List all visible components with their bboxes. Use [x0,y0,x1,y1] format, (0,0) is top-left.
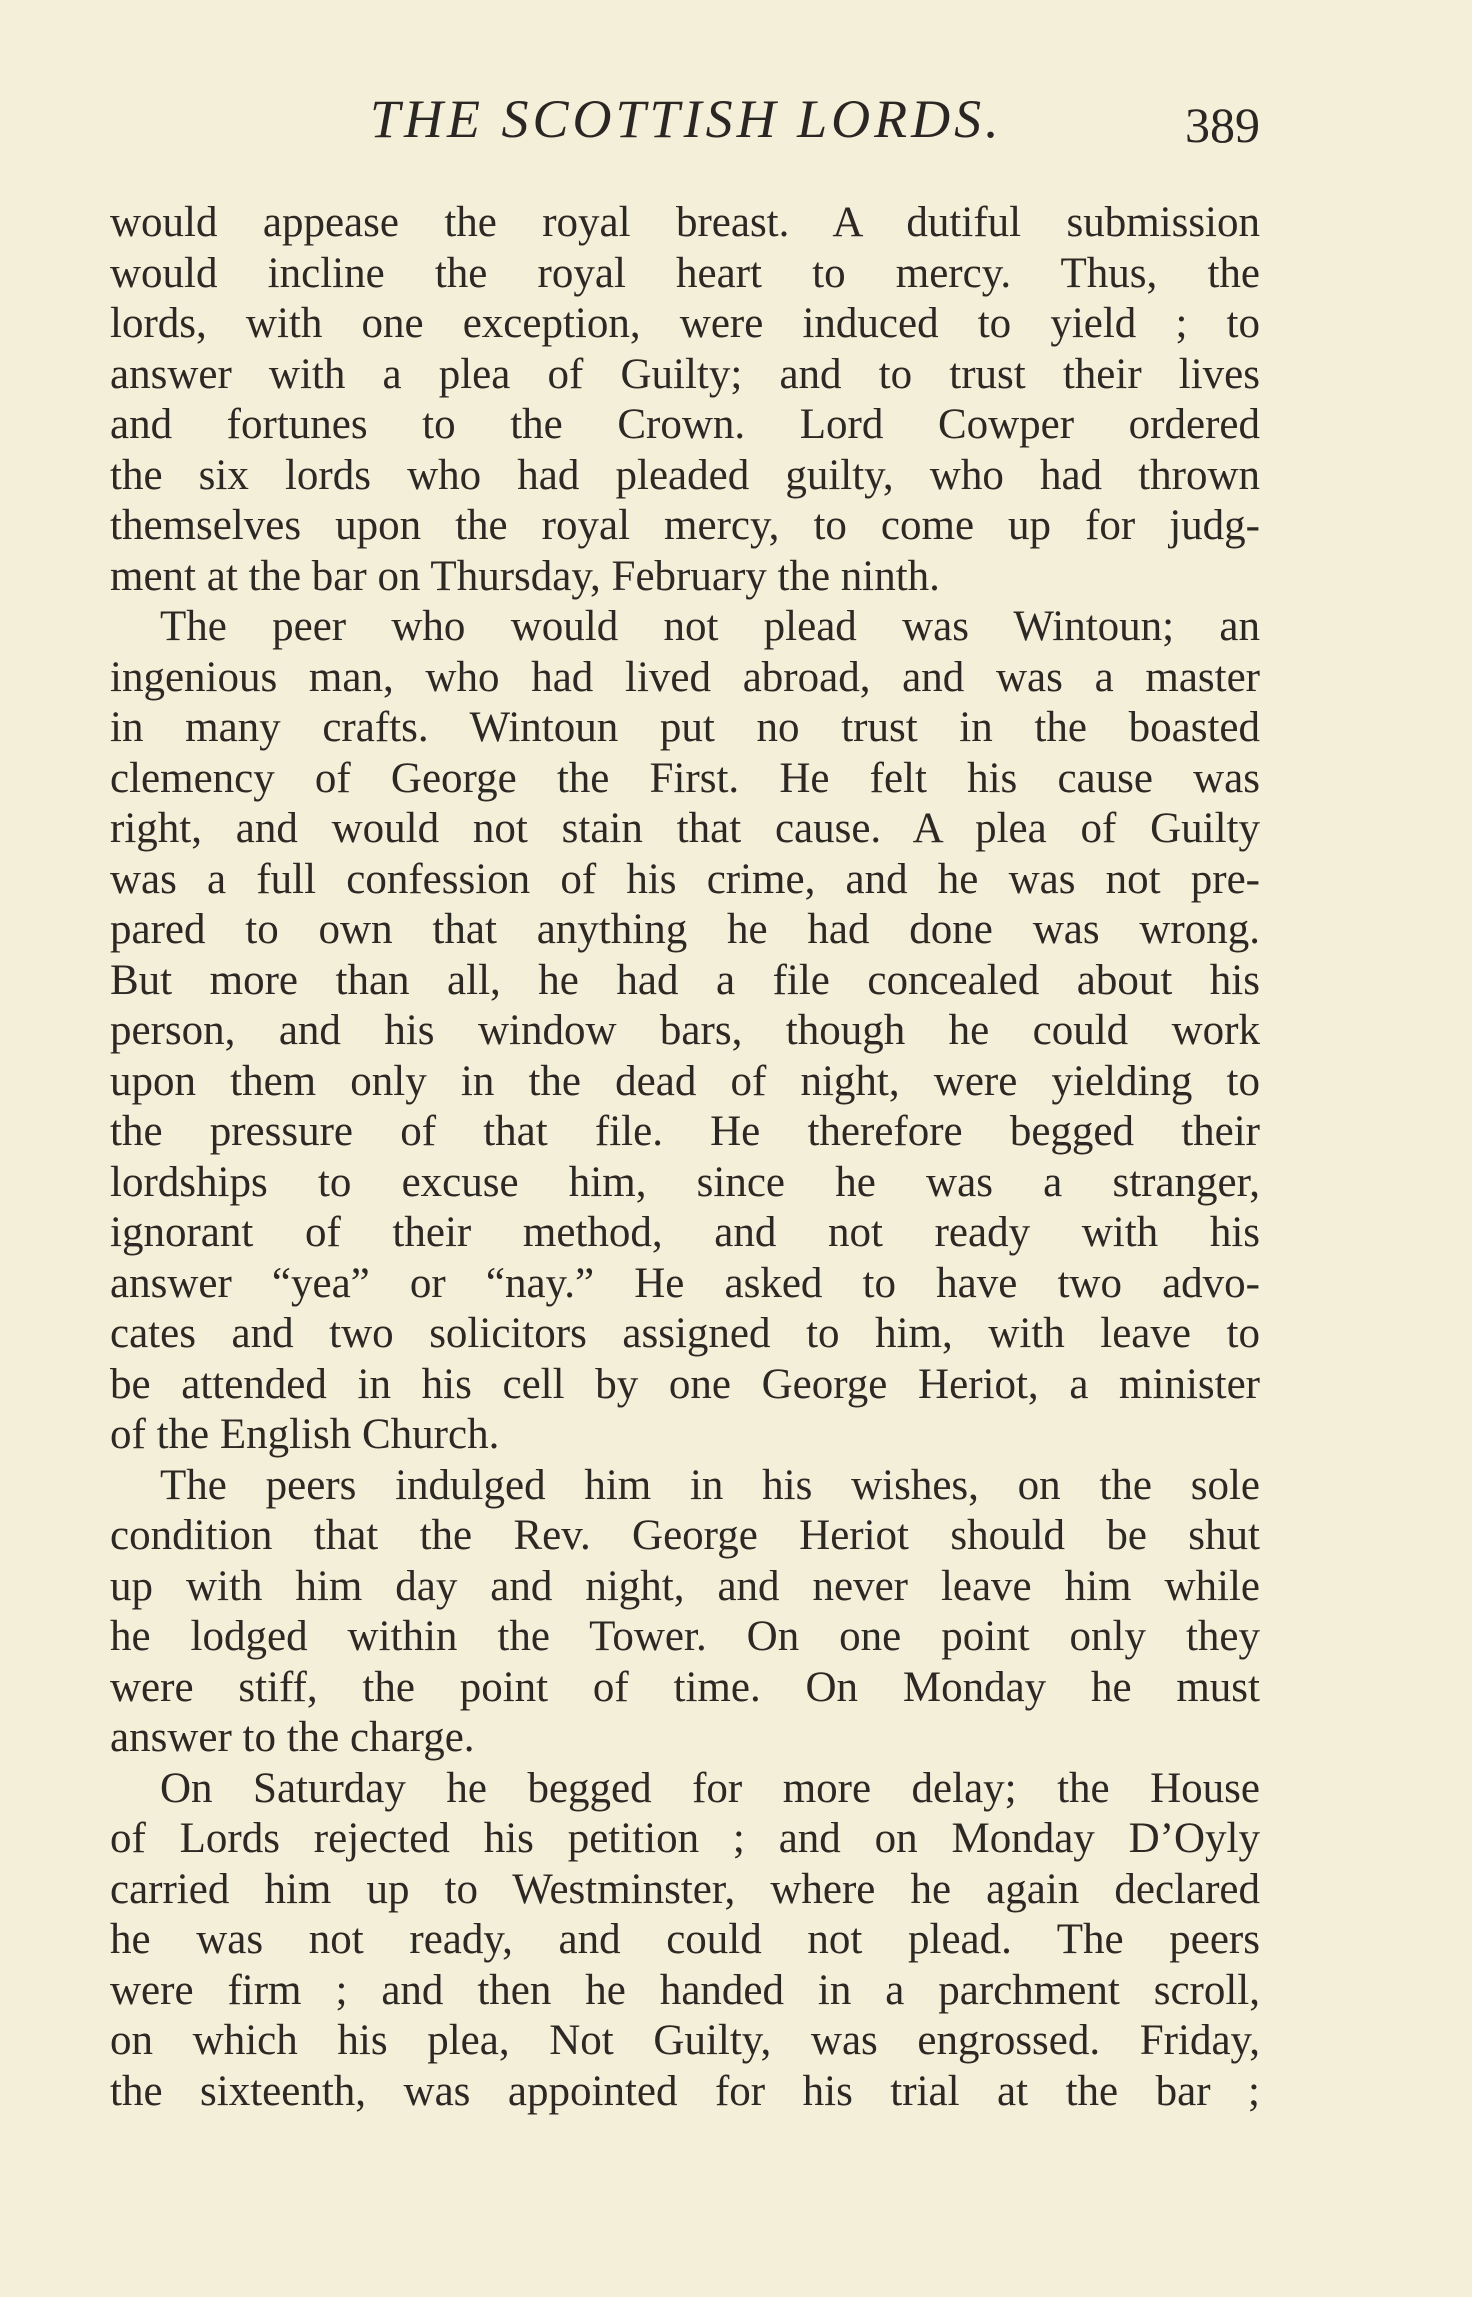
text-line: themselves upon the royal mercy, to come up for judg- [110,502,1260,549]
text-line: the sixteenth, was appointed for his trial at the bar ; [110,2067,1260,2115]
text-line: The peer who would not plead was Wintoun; an [160,603,1260,650]
text-line: would incline the royal heart to mercy. Thus, the [110,249,1260,297]
text-line: of Lords rejected his petition ; and on Monday D’Oyly [110,1815,1260,1862]
text-line: condition that the Rev. George Heriot should be shut [110,1512,1260,1559]
text-line: were firm ; and then he handed in a parchment scroll, [110,1966,1260,2014]
text-line: and fortunes to the Crown. Lord Cowper ordered [110,401,1260,448]
text-line: the pressure of that file. He therefore begged their [110,1108,1260,1155]
text-line: lords, with one exception, were induced to yield ; to [110,300,1260,347]
text-line: But more than all, he had a file concealed about his [110,956,1260,1004]
text-line: carried him up to Westminster, where he again declared [110,1865,1260,1913]
running-title: THE SCOTTISH LORDS. [370,89,1003,149]
text-line: were stiff, the point of time. On Monday he must [110,1663,1260,1711]
text-line: the six lords who had pleaded guilty, who had thrown [110,451,1260,499]
text-line: cates and two solicitors assigned to him, with leave to [110,1310,1260,1357]
text-line: of the English Church. [110,1411,500,1458]
text-line: he lodged within the Tower. On one point only they [110,1613,1260,1660]
text-line: be attended in his cell by one George Heriot, a minister [110,1360,1260,1408]
text-line: answer “yea” or “nay.” He asked to have two advo- [110,1259,1260,1307]
text-line: answer to the charge. [110,1714,475,1761]
text-line: ment at the bar on Thursday, February the ninth. [110,552,940,600]
text-line: ingenious man, who had lived abroad, and was a master [110,653,1260,701]
text-line: ignorant of their method, and not ready with his [110,1209,1260,1256]
text-line: On Saturday he begged for more delay; the House [160,1764,1260,1812]
text-line: person, and his window bars, though he could work [110,1007,1260,1054]
text-line: upon them only in the dead of night, were yielding to [110,1057,1260,1105]
body-text [110,198,1260,2117]
text-line: he was not ready, and could not plead. The peers [110,1916,1260,1963]
text-line: up with him day and night, and never leave him while [110,1562,1260,1610]
text-line: lordships to excuse him, since he was a stranger, [110,1158,1260,1206]
running-header [110,88,1270,158]
page-number: 389 [1185,97,1260,153]
text-line: on which his plea, Not Guilty, was engrossed. Friday, [110,2017,1260,2064]
text-line: pared to own that anything he had done was wrong. [110,906,1260,953]
text-line: clemency of George the First. He felt his cause was [110,754,1260,802]
text-line: The peers indulged him in his wishes, on the sole [160,1461,1260,1509]
text-line: would appease the royal breast. A dutiful submission [110,199,1260,246]
text-line: right, and would not stain that cause. A plea of Guilty [110,805,1260,852]
text-line: in many crafts. Wintoun put no trust in the boasted [110,704,1260,751]
text-line: was a full confession of his crime, and he was not pre- [110,855,1260,903]
text-line: answer with a plea of Guilty; and to trust their lives [110,350,1260,398]
